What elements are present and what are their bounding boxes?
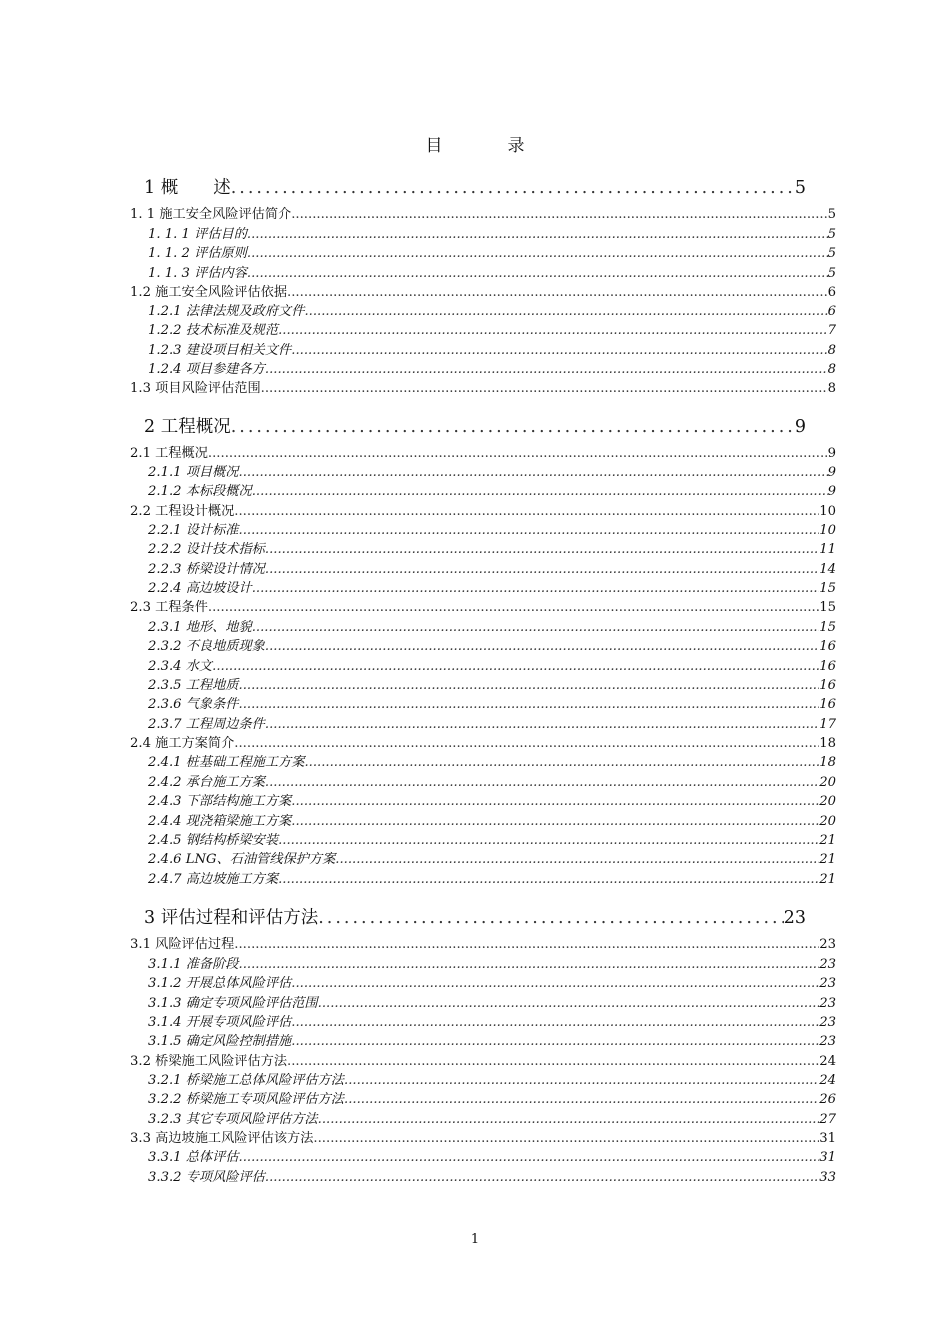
toc-subsection-entry[interactable] (130, 1110, 836, 1129)
toc-dot-leader (291, 205, 827, 224)
toc-dot-leader (208, 598, 819, 617)
toc-entry-page: 18 (819, 755, 836, 770)
toc-entry-title: 1. 1. 3 评估内容 (148, 266, 247, 281)
toc-entry-title: 2.3.4 水文 (148, 659, 213, 674)
toc-entry-title: 2.3.1 地形、地貌 (148, 620, 252, 635)
toc-dot-leader (265, 560, 819, 579)
toc-section-entry[interactable] (130, 502, 836, 521)
toc-entry-page: 6 (827, 285, 836, 300)
toc-dot-leader (304, 753, 819, 772)
toc-entry-title: 2.3.5 工程地质 (148, 678, 239, 693)
toc-entry-title: 2.4.4 现浇箱梁施工方案 (148, 814, 292, 829)
toc-chapter-entry[interactable] (130, 415, 806, 439)
toc-subsection-entry[interactable] (130, 657, 836, 676)
toc-subsection-entry[interactable] (130, 831, 836, 850)
toc-dot-leader (291, 1032, 819, 1051)
toc-entry-title: 1.3 项目风险评估范围 (130, 381, 261, 396)
toc-dot-leader (247, 225, 828, 244)
toc-entry-title: 2.4.1 桩基础工程施工方案 (148, 755, 305, 770)
toc-entry-page: 20 (819, 775, 836, 790)
toc-entry-title: 2.4.2 承台施工方案 (148, 775, 265, 790)
toc-dot-leader (287, 283, 828, 302)
toc-entry-page: 5 (794, 178, 806, 198)
toc-dot-leader (278, 870, 819, 889)
toc-dot-leader (291, 812, 819, 831)
toc-entry-page: 9 (827, 465, 836, 480)
toc-entry-page: 23 (819, 937, 836, 952)
toc-dot-leader (239, 695, 820, 714)
toc-dot-leader (318, 994, 820, 1013)
toc-dot-leader (313, 1129, 819, 1148)
toc-entry-title: 3.3.2 专项风险评估 (148, 1170, 265, 1185)
toc-dot-leader (252, 579, 820, 598)
toc-subsection-entry[interactable] (130, 1090, 836, 1109)
toc-dot-leader (234, 734, 819, 753)
toc-entry-page: 5 (827, 207, 836, 222)
toc-dot-leader (291, 974, 819, 993)
toc-entry-page: 23 (819, 996, 836, 1011)
toc-dot-leader (335, 850, 819, 869)
toc-entry-title: 2.3.6 气象条件 (148, 697, 239, 712)
toc-entry-title: 2.3 工程条件 (130, 600, 208, 615)
toc-dot-leader (287, 1052, 819, 1071)
toc-entry-page: 8 (827, 381, 836, 396)
toc-entry-page: 20 (819, 814, 836, 829)
toc-dot-leader (291, 341, 827, 360)
toc-entry-page: 16 (819, 678, 836, 693)
toc-entry-page: 14 (819, 562, 836, 577)
toc-entry-title: 1.2.1 法律法规及政府文件 (148, 304, 305, 319)
page-number: 1 (470, 1232, 480, 1247)
toc-entry-page: 15 (819, 581, 836, 596)
toc-entry-title: 3.1.3 确定专项风险评估范围 (148, 996, 318, 1011)
toc-dot-leader (252, 482, 828, 501)
toc-entry-page: 24 (819, 1073, 836, 1088)
toc-entry-title: 3.1 风险评估过程 (130, 937, 235, 952)
toc-chapter-entry[interactable] (130, 176, 806, 200)
toc-entry-title: 3.2.3 其它专项风险评估方法 (148, 1112, 318, 1127)
toc-dot-leader (265, 1168, 819, 1187)
toc-entry-title: 3.3.1 总体评估 (148, 1150, 239, 1165)
toc-subsection-entry[interactable] (130, 870, 836, 889)
toc-dot-leader (239, 521, 820, 540)
toc-entry-page: 10 (819, 504, 836, 519)
toc-dot-leader (318, 906, 784, 930)
toc-subsection-entry[interactable] (130, 676, 836, 695)
toc-subsection-entry[interactable] (130, 244, 836, 263)
toc-entry-page: 15 (819, 620, 836, 635)
toc-entry-page: 16 (819, 639, 836, 654)
toc-section-entry[interactable] (130, 598, 836, 617)
toc-entry-page: 11 (819, 542, 836, 557)
toc-entry-title: 2.2 工程设计概况 (130, 504, 235, 519)
toc-subsection-entry[interactable] (130, 695, 836, 714)
toc-entry-title: 2.2.1 设计标准 (148, 523, 239, 538)
toc-subsection-entry[interactable] (130, 792, 836, 811)
toc-section-entry[interactable] (130, 734, 836, 753)
toc-entry-title: 2.2.2 设计技术指标 (148, 542, 265, 557)
toc-subsection-entry[interactable] (130, 753, 836, 772)
toc-dot-leader (234, 935, 819, 954)
toc-section-entry[interactable] (130, 283, 836, 302)
toc-subsection-entry[interactable] (130, 1168, 836, 1187)
toc-subsection-entry[interactable] (130, 321, 836, 340)
toc-entry-title: 3 评估过程和评估方法 (144, 908, 319, 928)
toc-entry-page: 9 (827, 446, 836, 461)
toc-entry-title: 2.4.6 LNG、石油管线保护方案 (148, 852, 336, 867)
toc-entry-title: 3.1.2 开展总体风险评估 (148, 976, 292, 991)
toc-subsection-entry[interactable] (130, 560, 836, 579)
toc-entry-title: 2.2.4 高边坡设计 (148, 581, 252, 596)
toc-subsection-entry[interactable] (130, 341, 836, 360)
toc-entry-page: 23 (819, 957, 836, 972)
toc-subsection-entry[interactable] (130, 637, 836, 656)
toc-entry-page: 21 (819, 872, 836, 887)
toc-entry-title: 2.3.7 工程周边条件 (148, 717, 265, 732)
toc-subsection-entry[interactable] (130, 225, 836, 244)
toc-subsection-entry[interactable] (130, 1013, 836, 1032)
toc-entry-title: 3.1.5 确定风险控制措施 (148, 1034, 292, 1049)
toc-entry-title: 1. 1 施工安全风险评估简介 (130, 207, 292, 222)
toc-entry-title: 3.2 桥梁施工风险评估方法 (130, 1054, 288, 1069)
toc-entry-title: 2.1.1 项目概况 (148, 465, 239, 480)
toc-subsection-entry[interactable] (130, 302, 836, 321)
toc-dot-leader (291, 1013, 819, 1032)
toc-subsection-entry[interactable] (130, 955, 836, 974)
toc-entry-page: 8 (827, 362, 836, 377)
toc-subsection-entry[interactable] (130, 521, 836, 540)
toc-entry-page: 23 (783, 908, 806, 928)
toc-entry-page: 20 (819, 794, 836, 809)
toc-dot-leader (247, 264, 828, 283)
toc-dot-leader (265, 637, 819, 656)
toc-section-entry[interactable] (130, 935, 836, 954)
toc-entry-title: 3.2.1 桥梁施工总体风险评估方法 (148, 1073, 344, 1088)
toc-dot-leader (265, 715, 819, 734)
toc-entry-title: 3.1.1 准备阶段 (148, 957, 239, 972)
toc-entry-page: 33 (819, 1170, 836, 1185)
toc-entry-title: 2.4.3 下部结构施工方案 (148, 794, 292, 809)
toc-section-entry[interactable] (130, 444, 836, 463)
toc-entry-page: 31 (819, 1131, 836, 1146)
toc-entry-title: 2.4 施工方案简介 (130, 736, 235, 751)
toc-entry-title: 1 概 述 (144, 178, 231, 198)
toc-dot-leader (247, 244, 828, 263)
toc-section-entry[interactable] (130, 379, 836, 398)
toc-dot-leader (261, 379, 828, 398)
toc-subsection-entry[interactable] (130, 482, 836, 501)
toc-subsection-entry[interactable] (130, 850, 836, 869)
toc-subsection-entry[interactable] (130, 264, 836, 283)
toc-entry-page: 10 (819, 523, 836, 538)
toc-entry-page: 31 (819, 1150, 836, 1165)
toc-entry-page: 21 (819, 852, 836, 867)
toc-dot-leader (234, 502, 819, 521)
toc-entry-title: 1.2.4 项目参建各方 (148, 362, 265, 377)
toc-entry-title: 2.1.2 本标段概况 (148, 484, 252, 499)
toc-dot-leader (265, 360, 828, 379)
toc-entry-page: 15 (819, 600, 836, 615)
toc-dot-leader (208, 444, 828, 463)
toc-entry-page: 5 (827, 266, 836, 281)
toc-subsection-entry[interactable] (130, 773, 836, 792)
toc-subsection-entry[interactable] (130, 974, 836, 993)
toc-subsection-entry[interactable] (130, 994, 836, 1013)
toc-entry-page: 26 (819, 1092, 836, 1107)
toc-dot-leader (278, 831, 819, 850)
toc-entry-page: 6 (827, 304, 836, 319)
toc-entry-page: 27 (819, 1112, 836, 1127)
toc-dot-leader (231, 176, 795, 200)
toc-dot-leader (265, 773, 819, 792)
toc-dot-leader (265, 540, 819, 559)
toc-entry-page: 16 (819, 697, 836, 712)
toc-subsection-entry[interactable] (130, 1071, 836, 1090)
toc-section-entry[interactable] (130, 205, 836, 224)
toc-dot-leader (344, 1090, 819, 1109)
page-title: 目 录 (425, 136, 549, 156)
toc-entry-title: 1.2.2 技术标准及规范 (148, 323, 279, 338)
toc-dot-leader (278, 321, 828, 340)
toc-entry-page: 8 (827, 343, 836, 358)
toc-dot-leader (239, 676, 820, 695)
toc-dot-leader (304, 302, 827, 321)
toc-dot-leader (318, 1110, 820, 1129)
toc-entry-page: 17 (819, 717, 836, 732)
toc-subsection-entry[interactable] (130, 715, 836, 734)
toc-entry-page: 16 (819, 659, 836, 674)
toc-subsection-entry[interactable] (130, 360, 836, 379)
toc-entry-page: 23 (819, 1015, 836, 1030)
toc-dot-leader (231, 415, 795, 439)
toc-entry-title: 2.4.5 钢结构桥梁安装 (148, 833, 279, 848)
toc-entry-page: 5 (827, 246, 836, 261)
toc-subsection-entry[interactable] (130, 463, 836, 482)
toc-entry-title: 1.2 施工安全风险评估依据 (130, 285, 288, 300)
toc-entry-page: 18 (819, 736, 836, 751)
toc-subsection-entry[interactable] (130, 1148, 836, 1167)
toc-entry-page: 7 (827, 323, 836, 338)
toc-entry-page: 9 (827, 484, 836, 499)
toc-subsection-entry[interactable] (130, 618, 836, 637)
toc-entry-title: 2.4.7 高边坡施工方案 (148, 872, 279, 887)
toc-entry-title: 2.2.3 桥梁设计情况 (148, 562, 265, 577)
toc-entry-page: 24 (819, 1054, 836, 1069)
toc-entry-title: 2.3.2 不良地质现象 (148, 639, 265, 654)
toc-chapter-entry[interactable] (130, 906, 806, 930)
toc-dot-leader (212, 657, 819, 676)
toc-entry-title: 3.2.2 桥梁施工专项风险评估方法 (148, 1092, 344, 1107)
toc-dot-leader (252, 618, 820, 637)
toc-entry-page: 9 (794, 417, 806, 437)
toc-dot-leader (291, 792, 819, 811)
toc-subsection-entry[interactable] (130, 1032, 836, 1051)
toc-section-entry[interactable] (130, 1052, 836, 1071)
toc-subsection-entry[interactable] (130, 540, 836, 559)
toc-dot-leader (239, 1148, 820, 1167)
toc-section-entry[interactable] (130, 1129, 836, 1148)
toc-entry-title: 1.2.3 建设项目相关文件 (148, 343, 292, 358)
toc-entry-page: 5 (827, 227, 836, 242)
toc-entry-title: 1. 1. 2 评估原则 (148, 246, 247, 261)
toc-entry-title: 2 工程概况 (144, 417, 231, 437)
toc-entry-title: 2.1 工程概况 (130, 446, 208, 461)
toc-subsection-entry[interactable] (130, 579, 836, 598)
toc-entry-title: 3.1.4 开展专项风险评估 (148, 1015, 292, 1030)
toc-entry-page: 23 (819, 1034, 836, 1049)
toc-entry-page: 21 (819, 833, 836, 848)
toc-entry-title: 1. 1. 1 评估目的 (148, 227, 247, 242)
toc-entry-title: 3.3 高边坡施工风险评估该方法 (130, 1131, 314, 1146)
toc-dot-leader (239, 463, 828, 482)
toc-dot-leader (239, 955, 820, 974)
toc-entry-page: 23 (819, 976, 836, 991)
toc-dot-leader (344, 1071, 819, 1090)
toc-subsection-entry[interactable] (130, 812, 836, 831)
